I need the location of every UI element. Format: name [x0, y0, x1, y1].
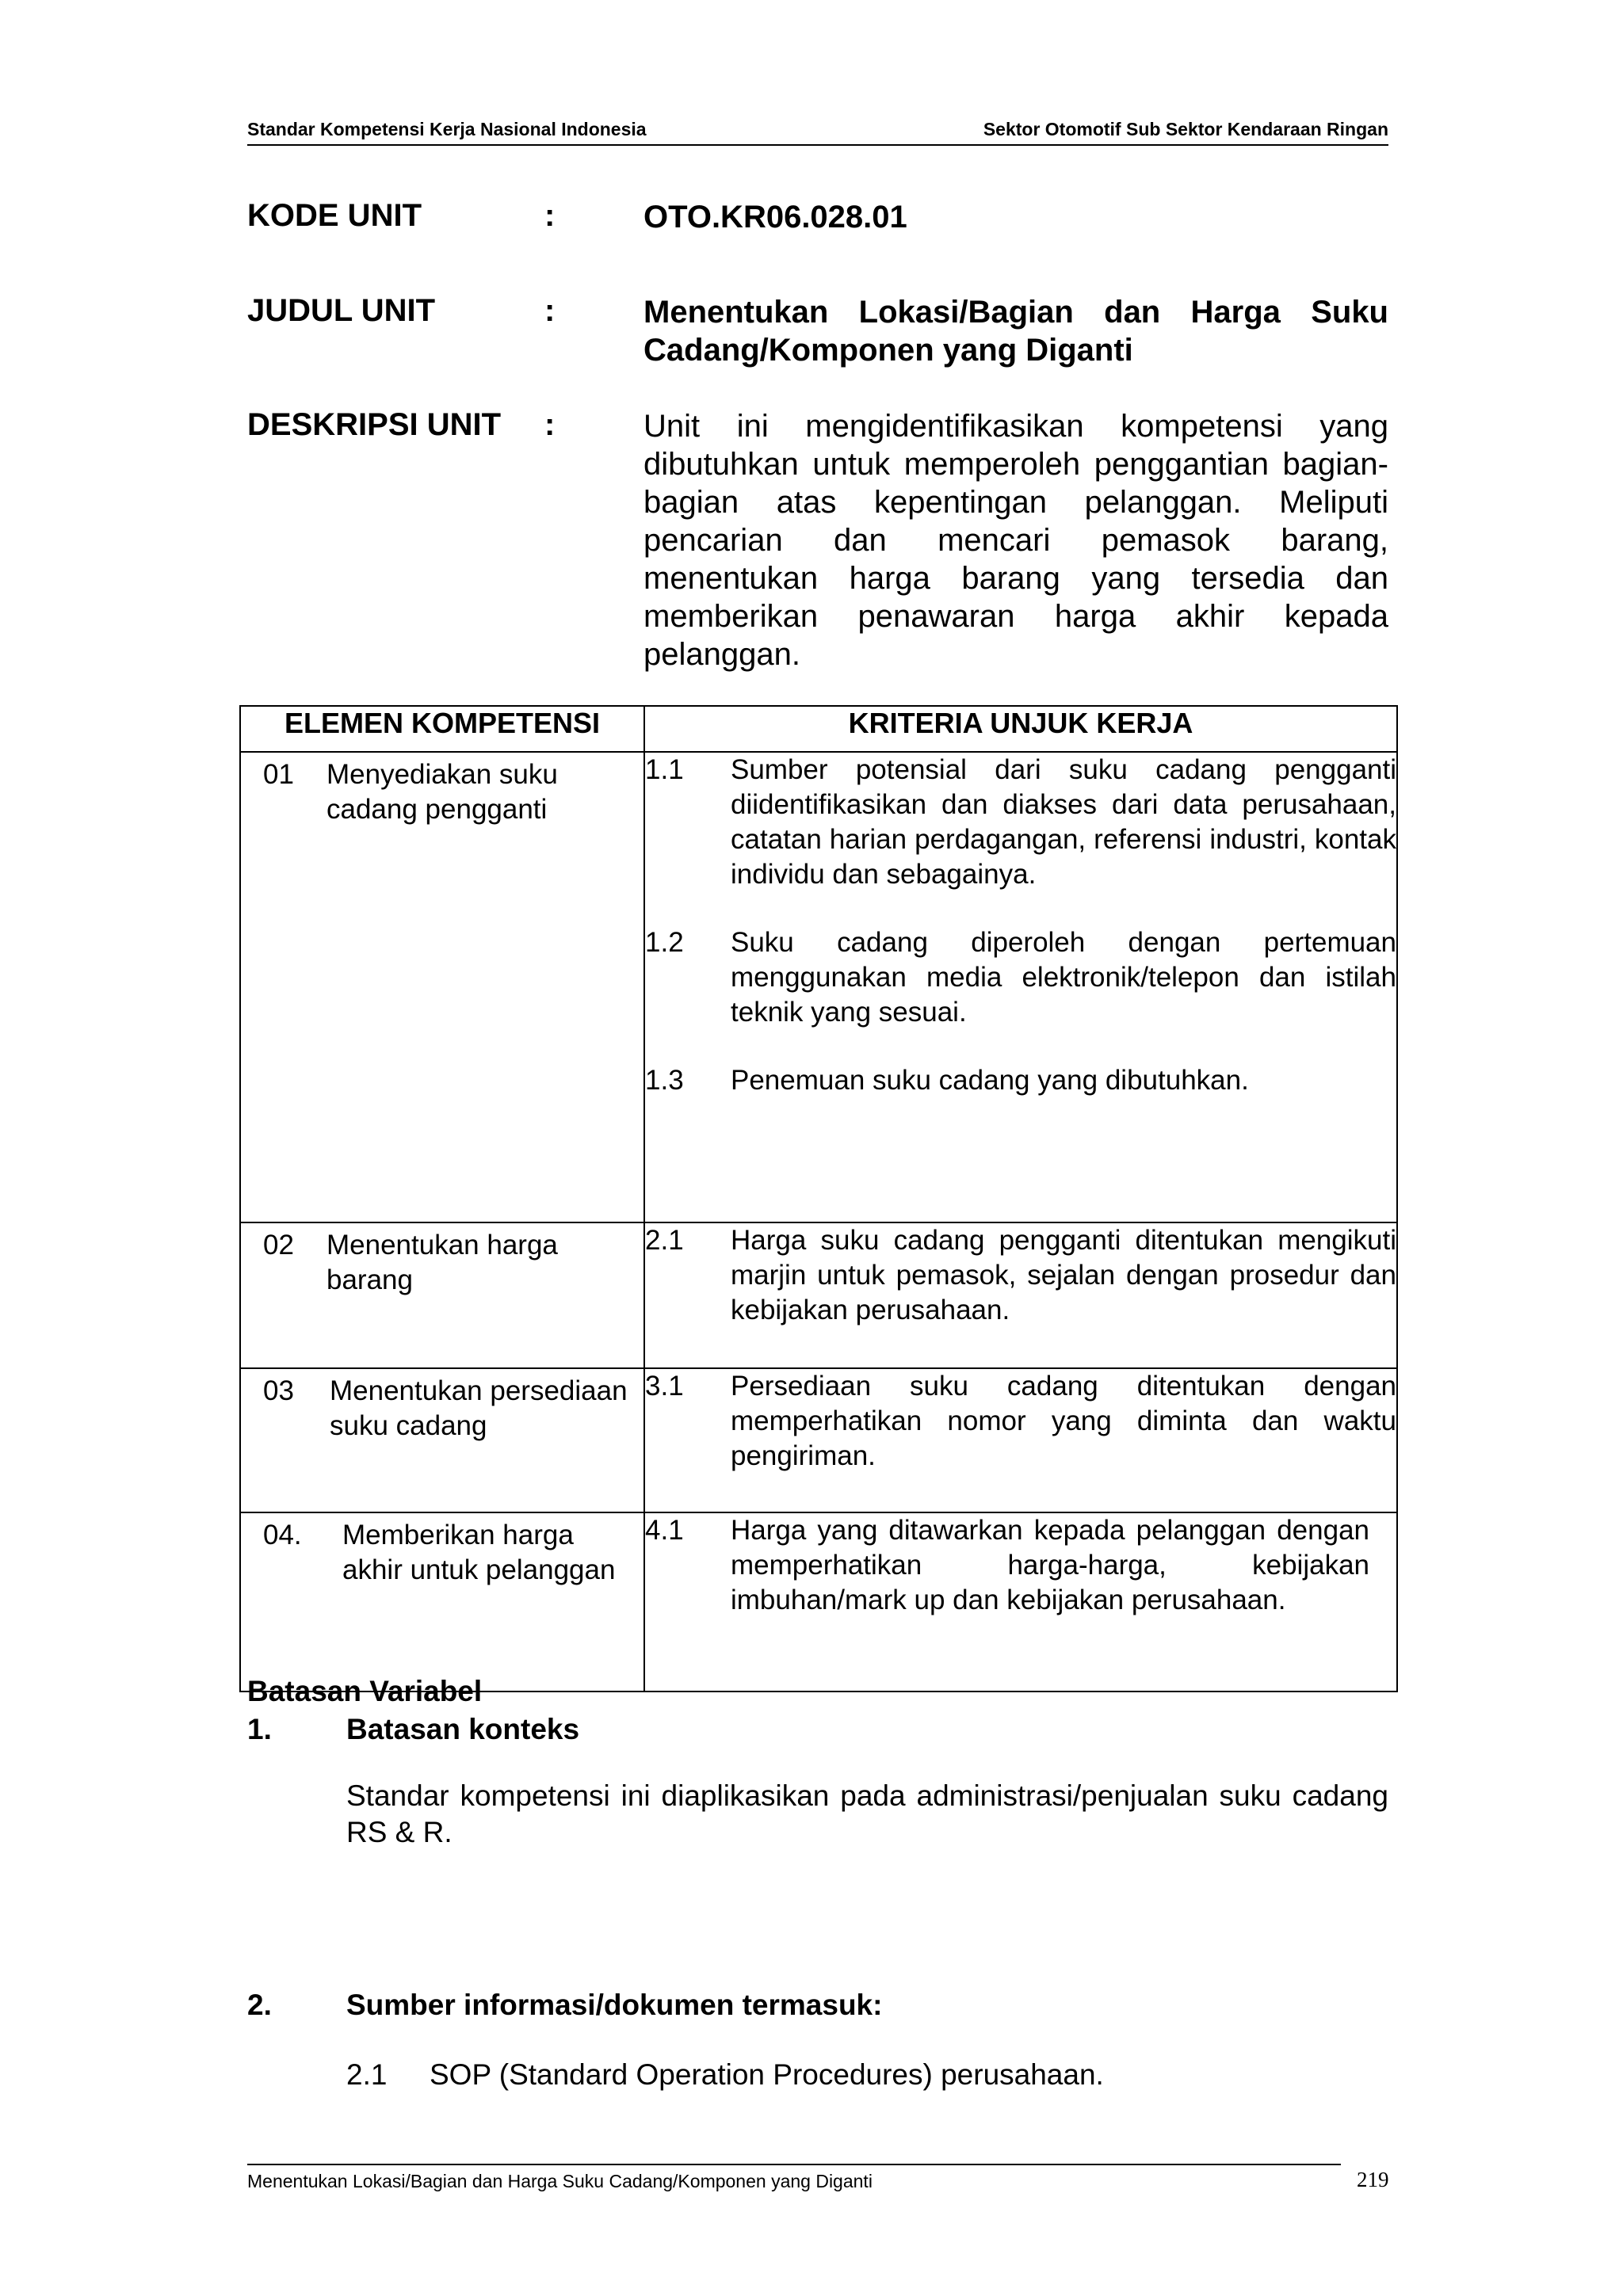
element-text: Memberikan harga akhir untuk pelanggan	[342, 1520, 616, 1585]
criteria-cell	[644, 1512, 1397, 1691]
footer-rule	[247, 2164, 1341, 2165]
criterion-text: Suku cadang diperoleh dengan pertemuan menggunakan media elektronik/telepon dan istilah teknik yang sesuai.	[731, 927, 1396, 1028]
deskripsi-unit-colon: :	[544, 407, 556, 442]
criterion-text: Persediaan suku cadang ditentukan dengan memperhatikan nomor yang diminta dan waktu pengiriman.	[731, 1371, 1396, 1471]
header-right: Sektor Otomotif Sub Sektor Kendaraan Ringan	[983, 119, 1388, 139]
section-number: 1.	[247, 1713, 272, 1745]
table-row	[240, 1222, 1397, 1368]
section-number: 2.	[247, 1989, 272, 2021]
kode-unit-colon: :	[544, 198, 556, 233]
table-header-row	[240, 706, 1397, 752]
deskripsi-unit-row	[247, 407, 1388, 677]
element-cell	[240, 1368, 644, 1512]
table-row	[240, 1512, 1397, 1691]
criteria-cell	[644, 1368, 1397, 1512]
table-row	[240, 752, 1397, 1222]
deskripsi-unit-value: Unit ini mengidentifikasikan kompetensi yang dibutuhkan untuk memperoleh penggantian bagian-bagian atas kepentingan pelanggan. Meliputi pencarian dan mencari pemasok barang, menentukan harga barang yang tersedia dan memberikan penawaran harga akhir kepada pelanggan.	[643, 409, 1388, 672]
footer-title: Menentukan Lokasi/Bagian dan Harga Suku Cadang/Komponen yang Diganti	[247, 2171, 873, 2191]
sumber-informasi-item	[346, 2057, 1388, 2093]
element-number: 01	[263, 759, 294, 790]
item-number: 2.1	[346, 2058, 388, 2091]
running-header	[247, 117, 1388, 146]
section-title: Batasan konteks	[346, 1713, 580, 1745]
criterion-number: 1.2	[645, 927, 684, 958]
competency-table	[239, 705, 1398, 1692]
criterion-text: Penemuan suku cadang yang dibutuhkan.	[731, 1065, 1249, 1096]
col-header-kriteria: KRITERIA UNJUK KERJA	[644, 706, 1397, 752]
criterion	[645, 1223, 1396, 1328]
criterion	[645, 1513, 1369, 1618]
kode-unit-label: KODE UNIT	[247, 198, 422, 233]
header-left: Standar Kompetensi Kerja Nasional Indonesia	[247, 119, 647, 139]
criterion	[645, 753, 1396, 892]
element-number: 02	[263, 1230, 294, 1261]
section-title: Sumber informasi/dokumen termasuk:	[346, 1989, 883, 2021]
criterion-number: 1.3	[645, 1065, 684, 1096]
element-text: Menentukan persediaan suku cadang	[330, 1375, 628, 1441]
batasan-konteks-heading	[247, 1711, 1388, 1748]
col-header-elemen: ELEMEN KOMPETENSI	[240, 706, 644, 752]
criterion	[645, 1369, 1396, 1474]
element-text: Menentukan harga barang	[327, 1230, 558, 1295]
element-number: 04.	[263, 1520, 302, 1550]
criterion-number: 1.1	[645, 754, 684, 785]
batasan-variabel-title: Batasan Variabel	[247, 1675, 483, 1707]
element-cell	[240, 1222, 644, 1368]
element-cell	[240, 1512, 644, 1691]
judul-unit-label: JUDUL UNIT	[247, 293, 436, 328]
batasan-konteks-text: Standar kompetensi ini diaplikasikan pada administrasi/penjualan suku cadang RS & R.	[346, 1779, 1388, 1848]
criterion	[645, 925, 1396, 1030]
criterion-text: Harga suku cadang pengganti ditentukan mengikuti marjin untuk pemasok, sejalan dengan prosedur dan kebijakan perusahaan.	[731, 1225, 1396, 1325]
criterion-number: 3.1	[645, 1371, 684, 1402]
deskripsi-unit-label: DESKRIPSI UNIT	[247, 407, 502, 442]
criterion-number: 4.1	[645, 1515, 684, 1546]
kode-unit-row	[247, 198, 1388, 238]
judul-unit-row	[247, 293, 1388, 372]
criteria-cell	[644, 1222, 1397, 1368]
page-number: 219	[1357, 2168, 1389, 2191]
criterion	[645, 1063, 1396, 1098]
criterion-text: Harga yang ditawarkan kepada pelanggan dengan memperhatikan harga-harga, kebijakan imbuhan/mark up dan kebijakan perusahaan.	[731, 1515, 1369, 1615]
table-row	[240, 1368, 1397, 1512]
sumber-informasi-heading	[247, 1987, 1388, 2023]
criteria-cell	[644, 752, 1397, 1222]
item-text: SOP (Standard Operation Procedures) perusahaan.	[430, 2058, 1104, 2091]
element-number: 03	[263, 1375, 294, 1406]
judul-unit-value: Menentukan Lokasi/Bagian dan Harga Suku Cadang/Komponen yang Diganti	[643, 295, 1388, 368]
element-cell	[240, 752, 644, 1222]
judul-unit-colon: :	[544, 293, 556, 328]
criterion-number: 2.1	[645, 1225, 684, 1256]
element-text: Menyediakan suku cadang pengganti	[327, 759, 558, 825]
kode-unit-value: OTO.KR06.028.01	[643, 200, 907, 235]
criterion-text: Sumber potensial dari suku cadang pengganti diidentifikasikan dan diakses dari data perusahaan, catatan harian perdagangan, referensi industri, kontak individu dan sebagainya.	[731, 754, 1396, 890]
